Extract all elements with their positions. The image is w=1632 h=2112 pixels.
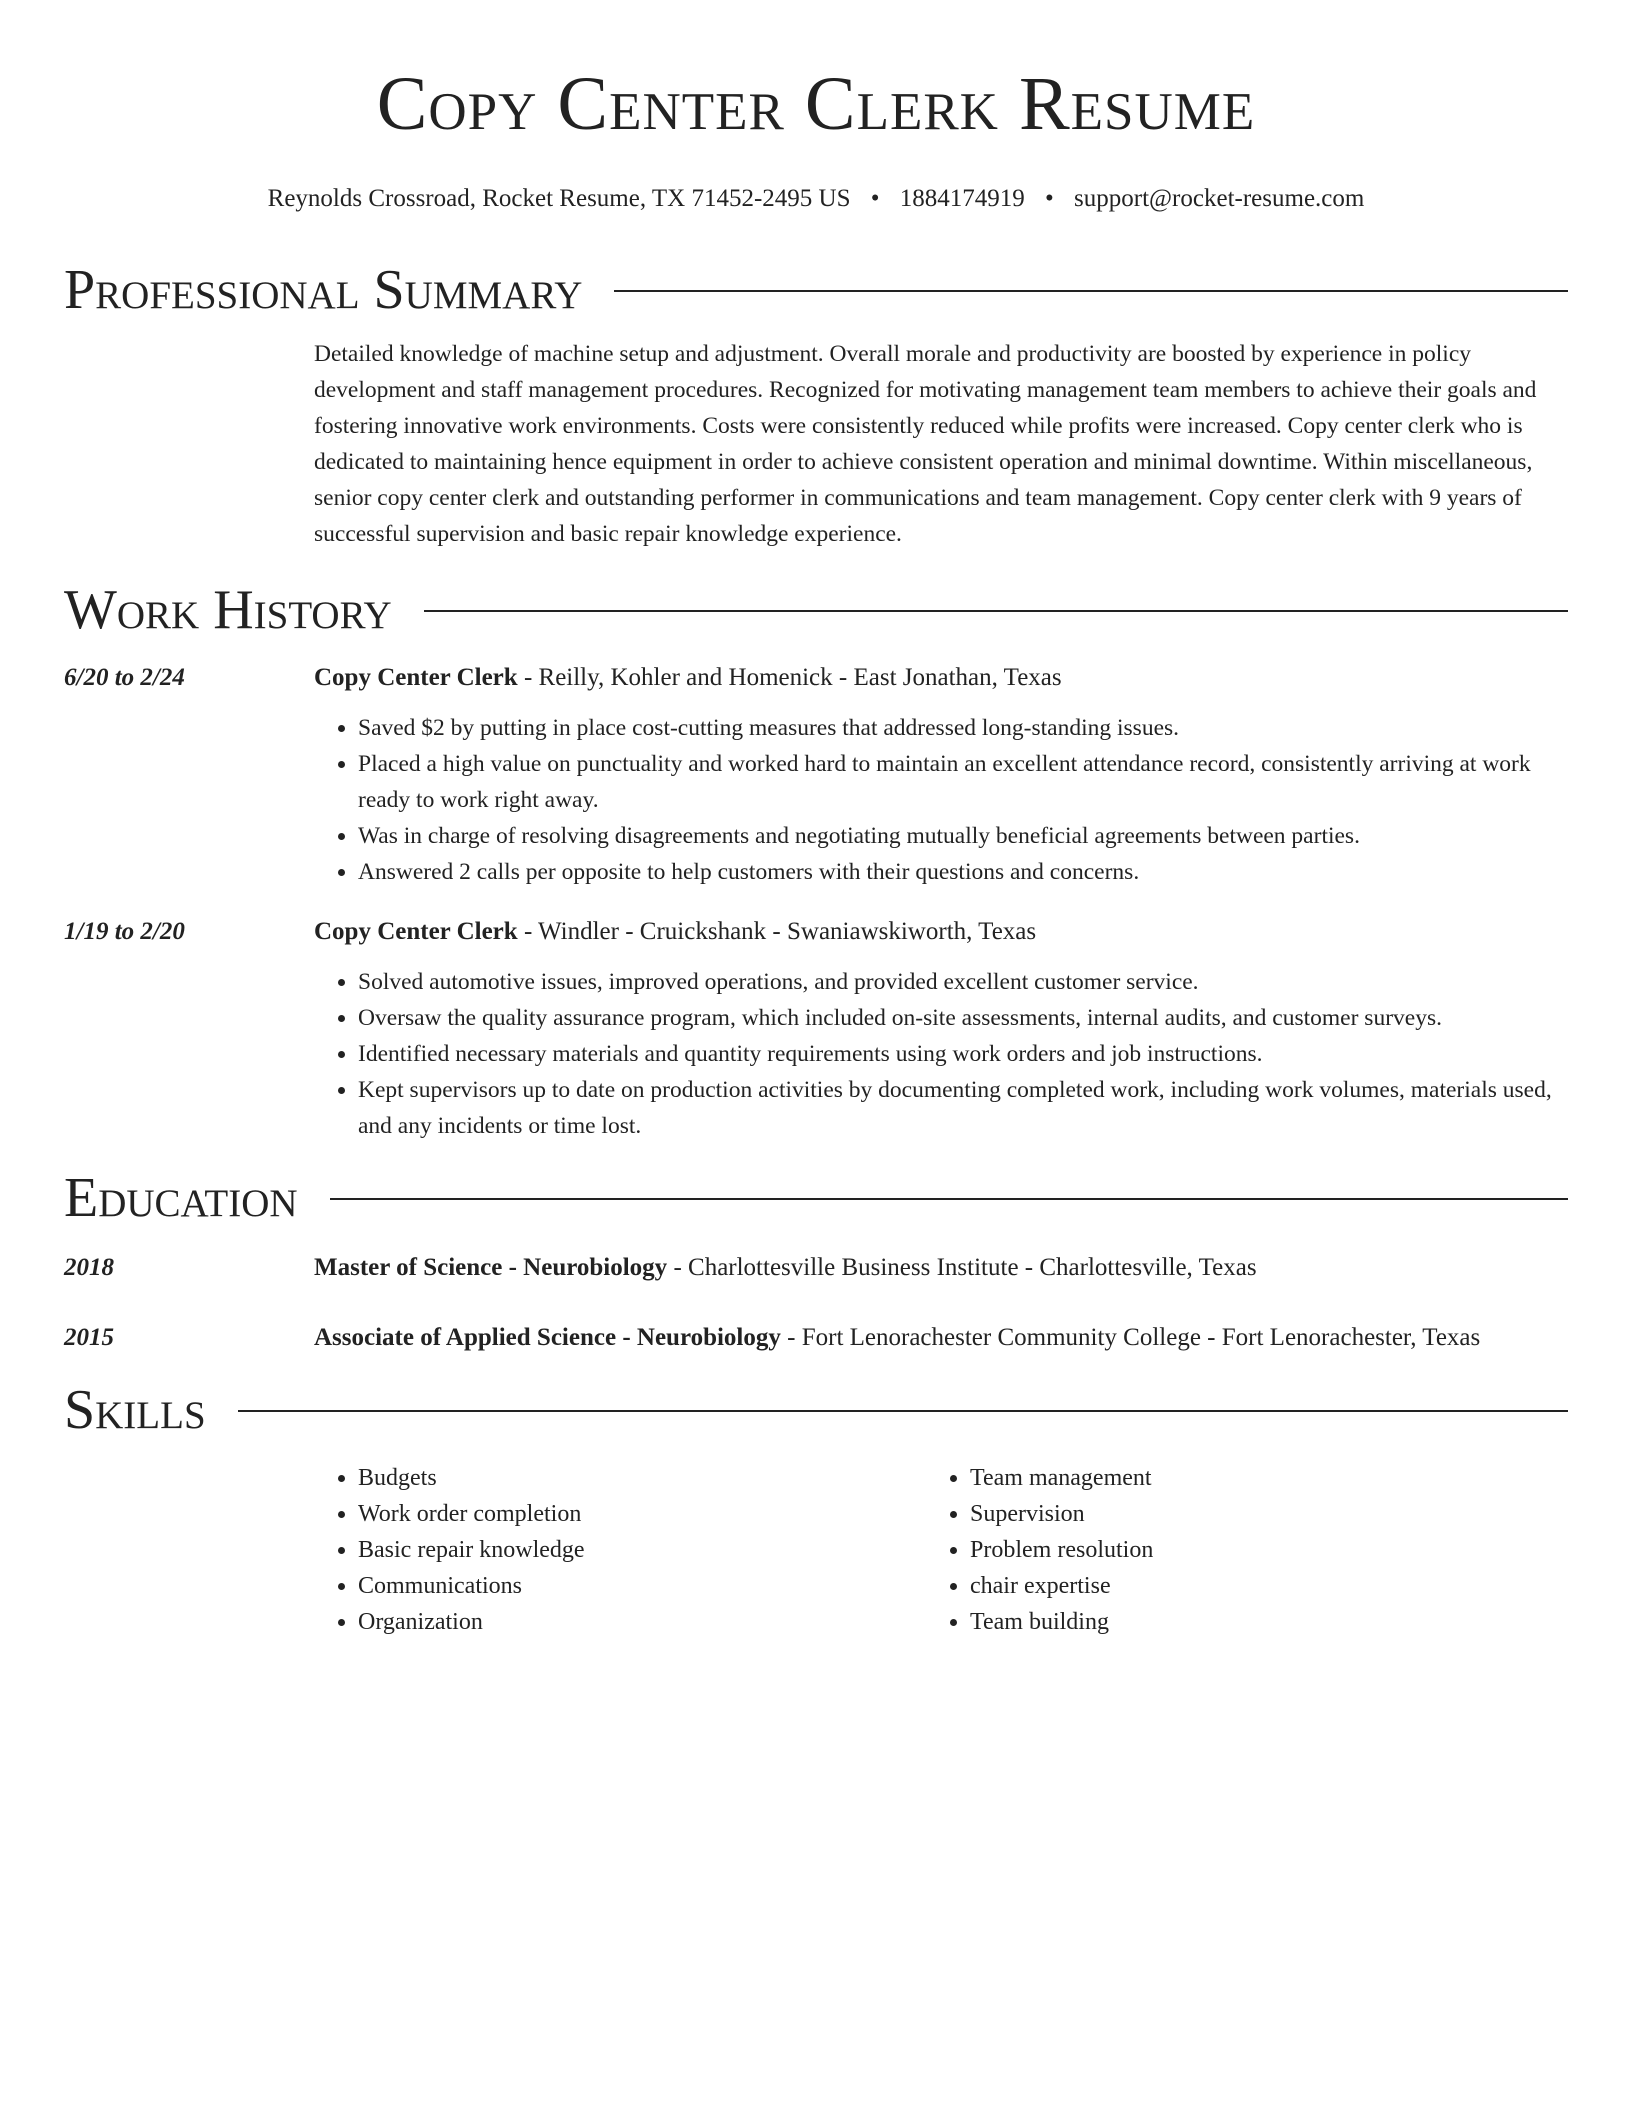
contact-line [64, 184, 1568, 214]
work-section-title: Work History [64, 579, 392, 641]
summary-section-title: Professional Summary [64, 259, 583, 321]
contact-phone: 1884174919 [899, 185, 1025, 212]
job-dates: 1/19 to 2/20 [64, 918, 185, 945]
contact-address: Reynolds Crossroad, Rocket Resume, TX 71452-2495 US [267, 185, 851, 212]
job-bullets [314, 710, 1568, 890]
section-divider [424, 610, 1568, 612]
contact-separator: • [870, 185, 880, 212]
job-title: Copy Center Clerk [314, 664, 518, 691]
section-divider [238, 1410, 1568, 1412]
job-entry [64, 660, 1568, 890]
section-divider [614, 290, 1568, 292]
job-heading [314, 660, 1568, 696]
skill-item: • Problem resolution [970, 1532, 1538, 1568]
education-school: - Charlottesville Business Institute - Charlottesville, Texas [667, 1254, 1257, 1281]
summary-section-header [64, 258, 1568, 322]
job-row [64, 660, 1568, 890]
education-content [314, 1250, 1568, 1286]
education-degree: Associate of Applied Science - Neurobiology [314, 1324, 781, 1351]
summary-row [64, 336, 1568, 552]
education-section-header [64, 1166, 1568, 1230]
education-degree: Master of Science - Neurobiology [314, 1254, 668, 1281]
skill-item: • Basic repair knowledge [358, 1532, 926, 1568]
skills-column-right [926, 1460, 1538, 1640]
section-divider [330, 1198, 1568, 1200]
skill-item: • Supervision [970, 1496, 1538, 1532]
skill-item: • Budgets [358, 1460, 926, 1496]
skill-item: • Organization [358, 1604, 926, 1640]
job-bullet: • Placed a high value on punctuality and worked hard to maintain an excellent attendance record, consistently arriving at work ready to work right away. [358, 746, 1568, 818]
education-entry [64, 1320, 1568, 1356]
skills-section-title: Skills [64, 1379, 206, 1441]
contact-email: support@rocket-resume.com [1074, 185, 1365, 212]
skill-item: • Team building [970, 1604, 1538, 1640]
skills-section-header [64, 1378, 1568, 1442]
job-dates: 6/20 to 2/24 [64, 664, 185, 691]
skills-column-left [314, 1460, 926, 1640]
skill-item: • chair expertise [970, 1568, 1538, 1604]
job-content [314, 660, 1568, 890]
job-row [64, 914, 1568, 1144]
education-entry [64, 1250, 1568, 1286]
job-bullets [314, 964, 1568, 1144]
education-school: - Fort Lenorachester Community College - Fort Lenorachester, Texas [780, 1324, 1481, 1351]
job-employer: - Reilly, Kohler and Homenick - East Jonathan, Texas [517, 664, 1062, 691]
skills-spacer [64, 1460, 314, 1640]
job-title: Copy Center Clerk [314, 918, 518, 945]
education-year: 2015 [64, 1324, 114, 1351]
job-employer: - Windler - Cruickshank - Swaniawskiworth, Texas [517, 918, 1037, 945]
summary-spacer [64, 336, 314, 552]
job-entry [64, 914, 1568, 1144]
work-section-header [64, 578, 1568, 642]
skill-item: • Communications [358, 1568, 926, 1604]
job-bullet: • Was in charge of resolving disagreements and negotiating mutually beneficial agreements between parties. [358, 818, 1568, 854]
job-bullet: • Oversaw the quality assurance program, which included on-site assessments, internal audits, and customer surveys. [358, 1000, 1568, 1036]
job-bullet: • Saved $2 by putting in place cost-cutting measures that addressed long-standing issues. [358, 710, 1568, 746]
skill-item: • Team management [970, 1460, 1538, 1496]
resume-title: Copy Center Clerk Resume [376, 62, 1256, 146]
job-bullet: • Kept supervisors up to date on production activities by documenting completed work, including work volumes, materials used, and any incidents or time lost. [358, 1072, 1568, 1144]
summary-text: Detailed knowledge of machine setup and adjustment. Overall morale and productivity are boosted by experience in policy development and staff management procedures. Recognized for motivating management team members to achieve their goals and fostering innovative work environments. Costs were consistently reduced while profits were increased. Copy center clerk who is dedicated to maintaining hence equipment in order to achieve consistent operation and minimal downtime. Within miscellaneous, senior copy center clerk and outstanding performer in communications and team management. Copy center clerk with 9 years of successful supervision and basic repair knowledge experience. [314, 341, 1537, 547]
skill-item: • Work order completion [358, 1496, 926, 1532]
contact-separator: • [1045, 185, 1054, 212]
education-content [314, 1320, 1568, 1356]
job-bullet: • Answered 2 calls per opposite to help customers with their questions and concerns. [358, 854, 1568, 890]
skills-list [64, 1460, 1568, 1640]
job-bullet: • Solved automotive issues, improved operations, and provided excellent customer service. [358, 964, 1568, 1000]
job-content [314, 914, 1568, 1144]
education-year: 2018 [64, 1254, 114, 1281]
job-heading [314, 914, 1568, 950]
education-section-title: Education [64, 1167, 298, 1229]
job-bullet: • Identified necessary materials and quantity requirements using work orders and job instructions. [358, 1036, 1568, 1072]
